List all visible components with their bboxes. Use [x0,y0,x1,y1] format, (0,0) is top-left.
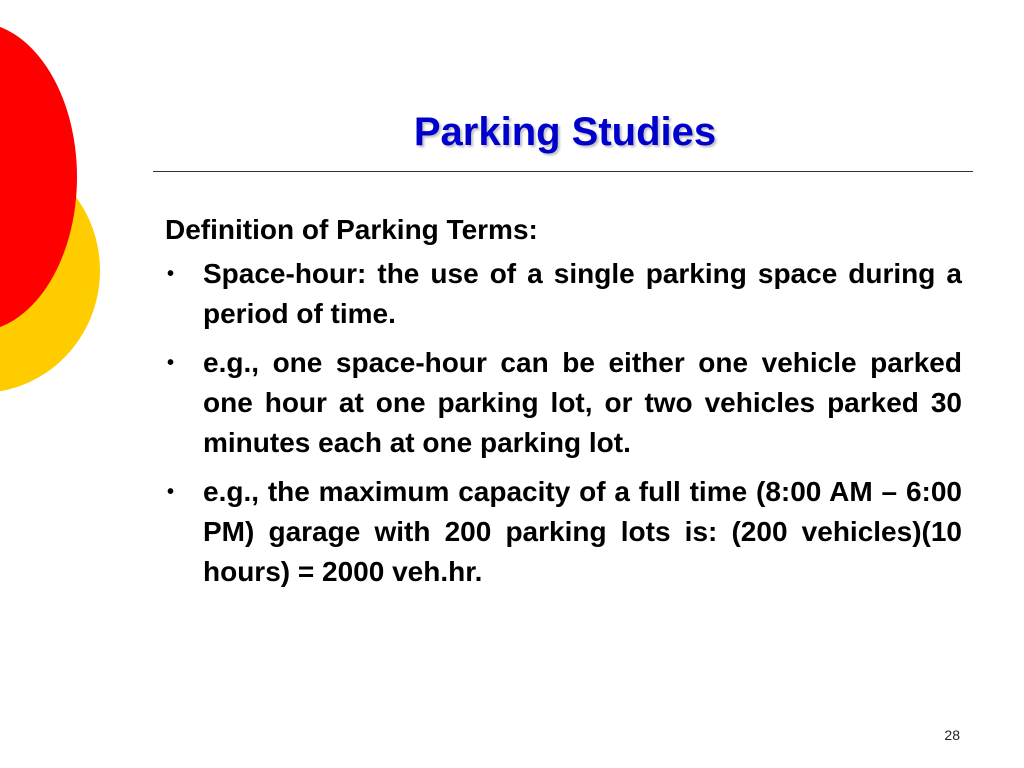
bullet-icon: • [167,263,175,285]
bullet-text: Space-hour: the use of a single parking space during a period of time. [203,258,962,329]
bullet-item [165,343,962,463]
slide-body [165,210,962,601]
title-divider [153,171,973,172]
bullet-text: e.g., the maximum capacity of a full time (8:00 AM – 6:00 PM) garage with 200 parking lots is: (200 vehicles)(10 hours) = 2000 veh.hr. [203,476,962,587]
bullet-text: e.g., one space-hour can be either one vehicle parked one hour at one parking lot, or two vehicles parked 30 minutes each at one parking lot. [203,347,962,458]
bullet-item [165,254,962,334]
bullet-icon: • [167,352,175,374]
page-number: 28 [944,727,960,743]
definition-heading: Definition of Parking Terms: [165,214,538,245]
bullet-icon: • [167,481,175,503]
bullet-item [165,472,962,592]
slide-title: Parking Studies [413,110,717,154]
